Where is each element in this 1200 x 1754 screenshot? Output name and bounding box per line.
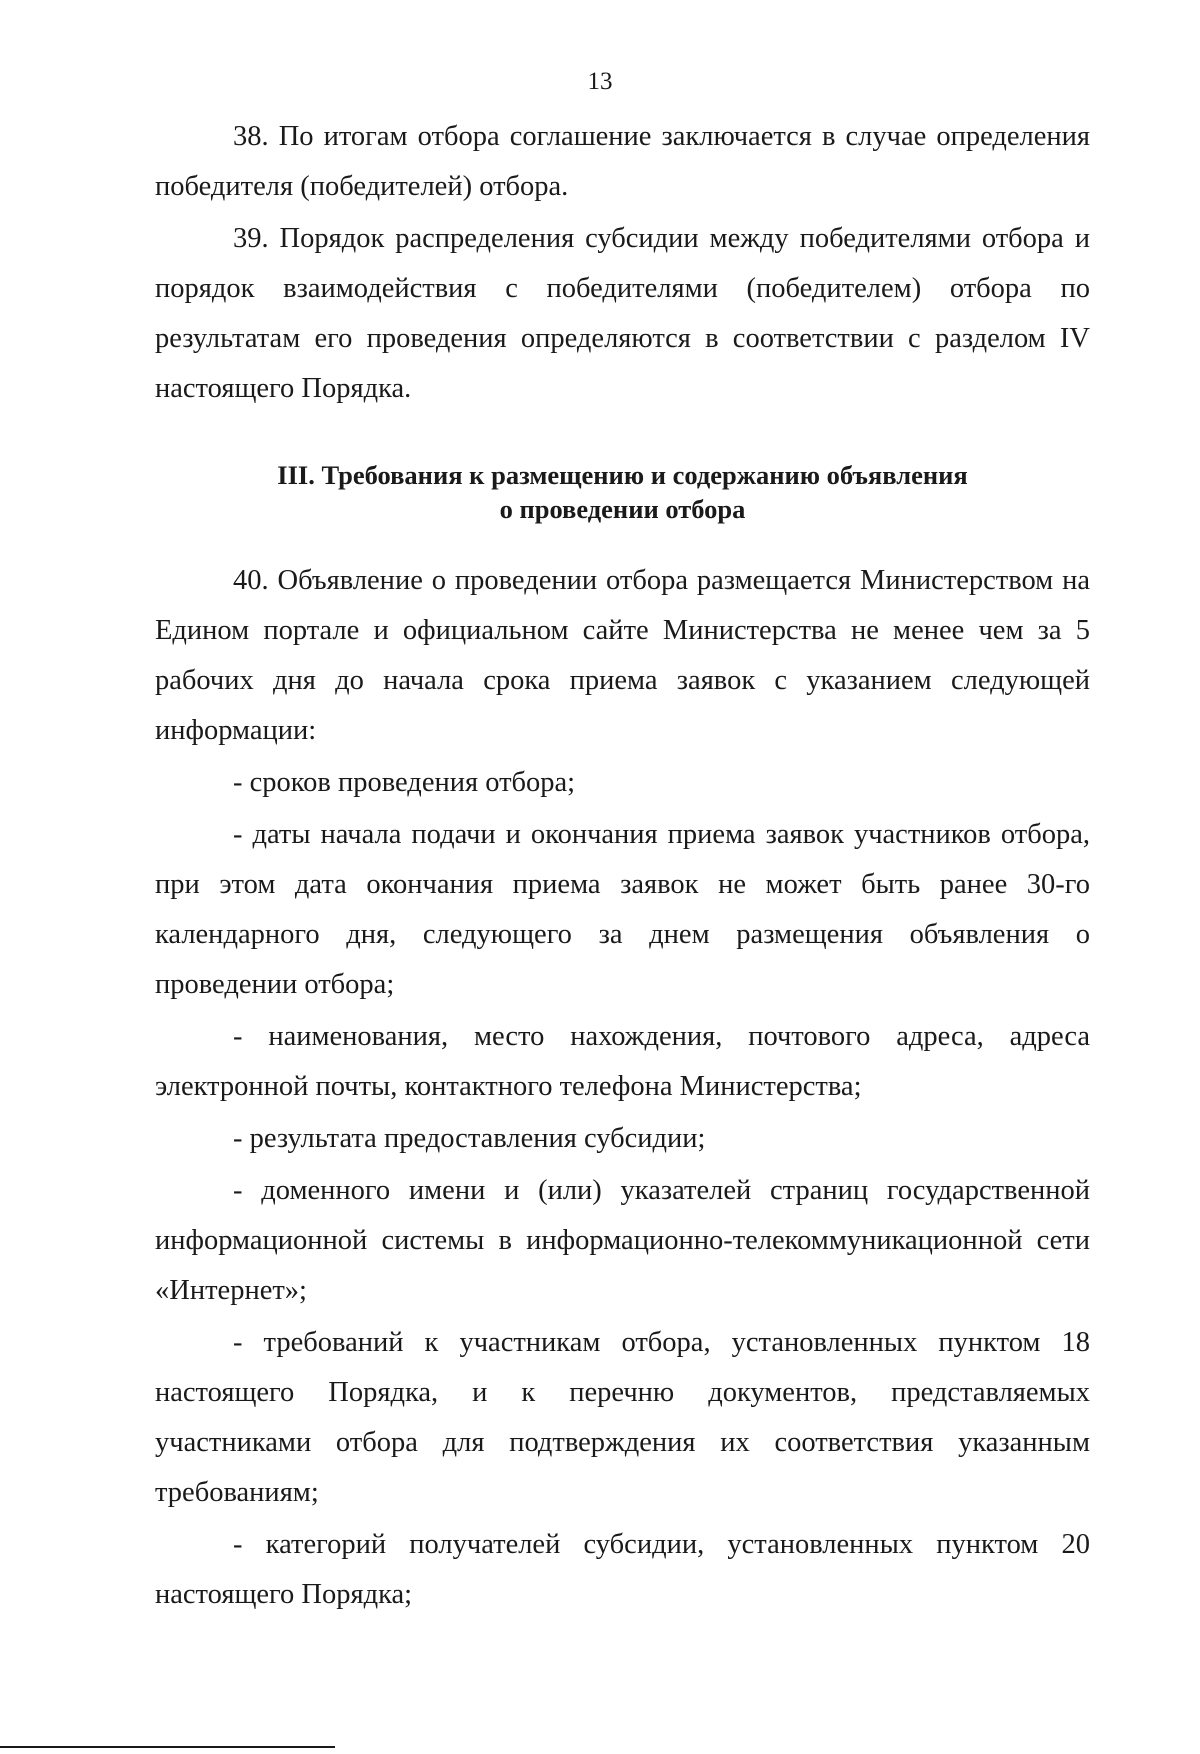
list-item-contacts: - наименования, место нахождения, почтового адреса, адреса электронной почты, контактного телефона Министерства; [155, 1021, 1090, 1102]
paragraph-40: 40. Объявление о проведении отбора размещается Министерством на Едином портале и официальном сайте Министерства не менее чем за 5 рабочих дня до начала срока приема заявок с указанием следующей информации: [155, 565, 1090, 746]
section-heading-line-2: о проведении отбора [499, 494, 746, 524]
bottom-rule [0, 1746, 335, 1748]
list-item-categories: - категорий получателей субсидии, установленных пунктом 20 настоящего Порядка; [155, 1529, 1090, 1610]
page-number: 13 [587, 68, 613, 95]
list-item-result: - результата предоставления субсидии; [233, 1123, 706, 1154]
list-item-dates: - даты начала подачи и окончания приема заявок участников отбора, при этом дата окончания приема заявок не может быть ранее 30-го календарного дня, следующего за днем размещения объявления о проведении отбора; [155, 819, 1090, 1000]
list-item-terms: - сроков проведения отбора; [233, 767, 576, 798]
paragraph-39: 39. Порядок распределения субсидии между победителями отбора и порядок взаимодействия с победителями (победителем) отбора по результатам его проведения определяются в соответствии с разделом IV настоящего Порядка. [155, 223, 1090, 404]
section-heading [155, 458, 1090, 526]
document-body [155, 112, 1090, 1620]
list-item-domain: - доменного имени и (или) указателей страниц государственной информационной системы в информационно-телекоммуникационной сети «Интернет»; [155, 1175, 1090, 1306]
paragraph-38: 38. По итогам отбора соглашение заключается в случае определения победителя (победителей) отбора. [155, 121, 1090, 202]
list-item-requirements: - требований к участникам отбора, установленных пунктом 18 настоящего Порядка, и к перечню документов, представляемых участниками отбора для подтверждения их соответствия указанным требованиям; [155, 1327, 1090, 1508]
section-heading-line-1: III. Требования к размещению и содержанию объявления [277, 460, 968, 490]
